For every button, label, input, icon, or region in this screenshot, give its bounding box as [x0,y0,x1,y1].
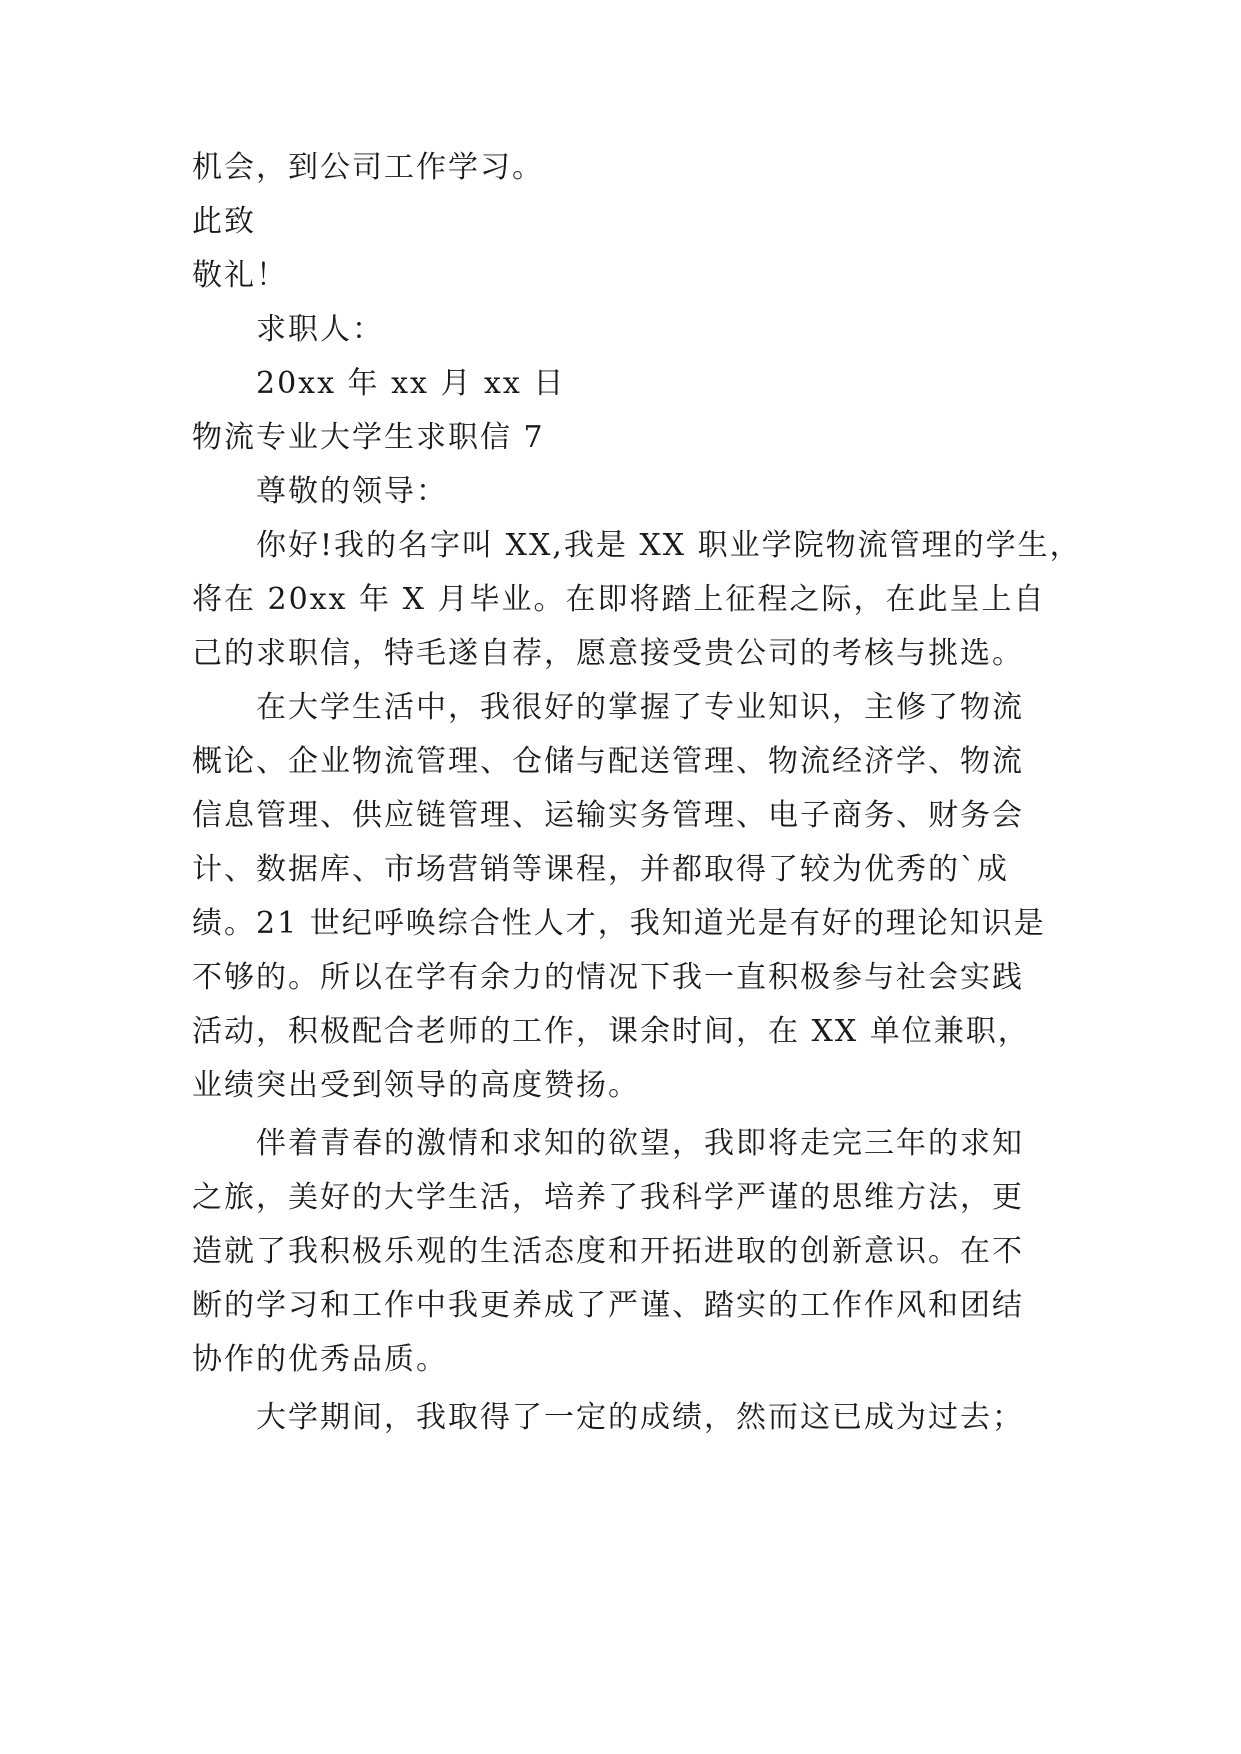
closing-line: 此致 [192,204,256,239]
letter-date: 20xx 年 xx 月 xx 日 [256,366,566,401]
paragraph-line: 大学期间，我取得了一定的成绩，然而这已成为过去； [256,1400,1024,1435]
paragraph-line: 己的求职信，特毛遂自荐，愿意接受贵公司的考核与挑选。 [192,636,1024,671]
paragraph-line: 在大学生活中，我很好的掌握了专业知识，主修了物流 [256,690,1024,725]
text-line: 机会，到公司工作学习。 [192,150,544,185]
paragraph-line: 活动，积极配合老师的工作，课余时间，在 XX 单位兼职， [192,1014,1030,1049]
closing-line: 敬礼！ [192,258,288,293]
paragraph-line: 协作的优秀品质。 [192,1342,448,1377]
paragraph-line: 伴着青春的激情和求知的欲望，我即将走完三年的求知 [256,1126,1024,1161]
paragraph-line: 不够的。所以在学有余力的情况下我一直积极参与社会实践 [192,960,1024,995]
paragraph-line: 计、数据库、市场营销等课程，并都取得了较为优秀的`成 [192,852,1009,887]
section-title: 物流专业大学生求职信 7 [192,420,545,455]
paragraph-line: 业绩突出受到领导的高度赞扬。 [192,1068,640,1103]
salutation: 尊敬的领导： [256,474,448,509]
paragraph-line: 将在 20xx 年 X 月毕业。在即将踏上征程之际，在此呈上自 [192,582,1046,617]
signer-label: 求职人： [256,312,384,347]
paragraph-line: 断的学习和工作中我更养成了严谨、踏实的工作作风和团结 [192,1288,1024,1323]
paragraph-line: 之旅，美好的大学生活，培养了我科学严谨的思维方法，更 [192,1180,1024,1215]
paragraph-line: 造就了我积极乐观的生活态度和开拓进取的创新意识。在不 [192,1234,1024,1269]
paragraph-line: 你好!我的名字叫 XX,我是 XX 职业学院物流管理的学生， [256,528,1082,563]
paragraph-line: 绩。21 世纪呼唤综合性人才，我知道光是有好的理论知识是 [192,906,1046,941]
paragraph-line: 概论、企业物流管理、仓储与配送管理、物流经济学、物流 [192,744,1024,779]
paragraph-line: 信息管理、供应链管理、运输实务管理、电子商务、财务会 [192,798,1024,833]
